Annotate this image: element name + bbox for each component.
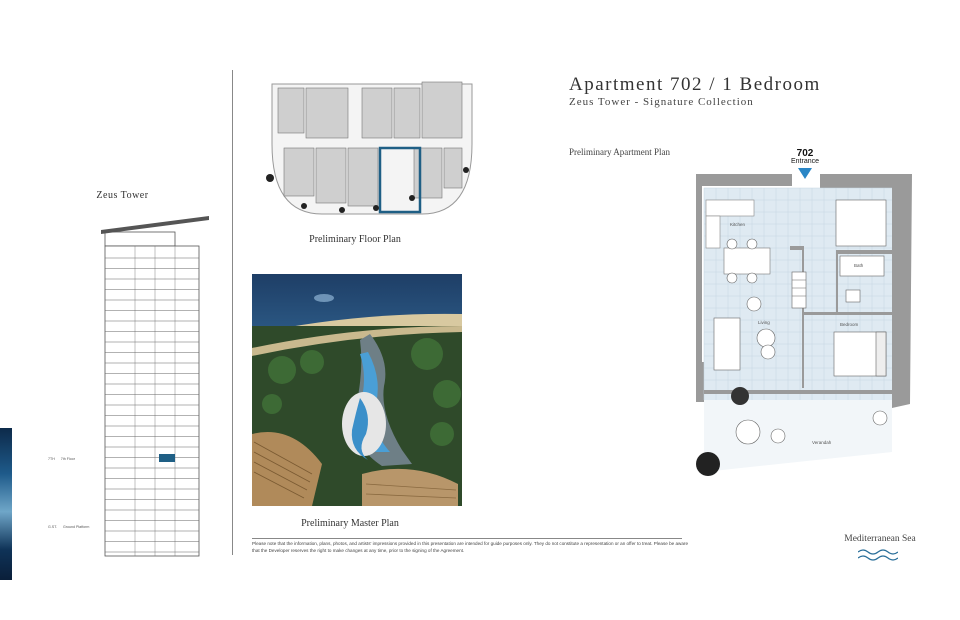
room-label-kitchen: Kitchen [730, 222, 746, 227]
tower-roof [101, 216, 209, 234]
floor-plan-diagram [262, 74, 477, 219]
apartment-subtitle: Zeus Tower - Signature Collection [569, 96, 754, 108]
vertical-divider [232, 70, 233, 555]
tower-elevation-diagram [95, 212, 215, 562]
sea-label: Mediterranean Sea [844, 534, 916, 544]
apartment-plan-diagram [696, 172, 916, 484]
level-marker-ground: G.ST. Ground Platform [48, 525, 90, 529]
master-plan-aerial [252, 274, 462, 506]
disclaimer-rule [252, 538, 682, 539]
master-plan-label: Preliminary Master Plan [301, 518, 399, 529]
apartment-702-highlight [159, 454, 175, 462]
legal-disclaimer: Please note that the information, plans, photos, and artists' impressions provided in this presentation are intended for guide purposes only. They do not constitute a representation or an offer to treat. Please be aware that the Developer reserves the right to make changes at any time, prior to the signing of the Agreement. [252, 541, 689, 553]
apartment-title: Apartment 702 / 1 Bedroom [569, 74, 821, 95]
apartment-plan-label: Preliminary Apartment Plan [569, 147, 670, 157]
floor-plan-label: Preliminary Floor Plan [309, 234, 401, 245]
entrance-label: Entrance [790, 158, 820, 165]
level-marker-7th: 7TH 7th Floor [48, 457, 75, 461]
unit-number: 702 [796, 148, 814, 159]
tower-title: Zeus Tower [96, 190, 149, 201]
waves-icon [858, 547, 898, 561]
room-label-bath: Bath [854, 263, 864, 268]
room-label-living: Living [758, 320, 770, 325]
decorative-image-strip [0, 428, 12, 580]
room-label-verandah: Verandah [812, 440, 832, 445]
tower-facade [105, 246, 199, 556]
room-label-bedroom: Bedroom [840, 322, 859, 327]
